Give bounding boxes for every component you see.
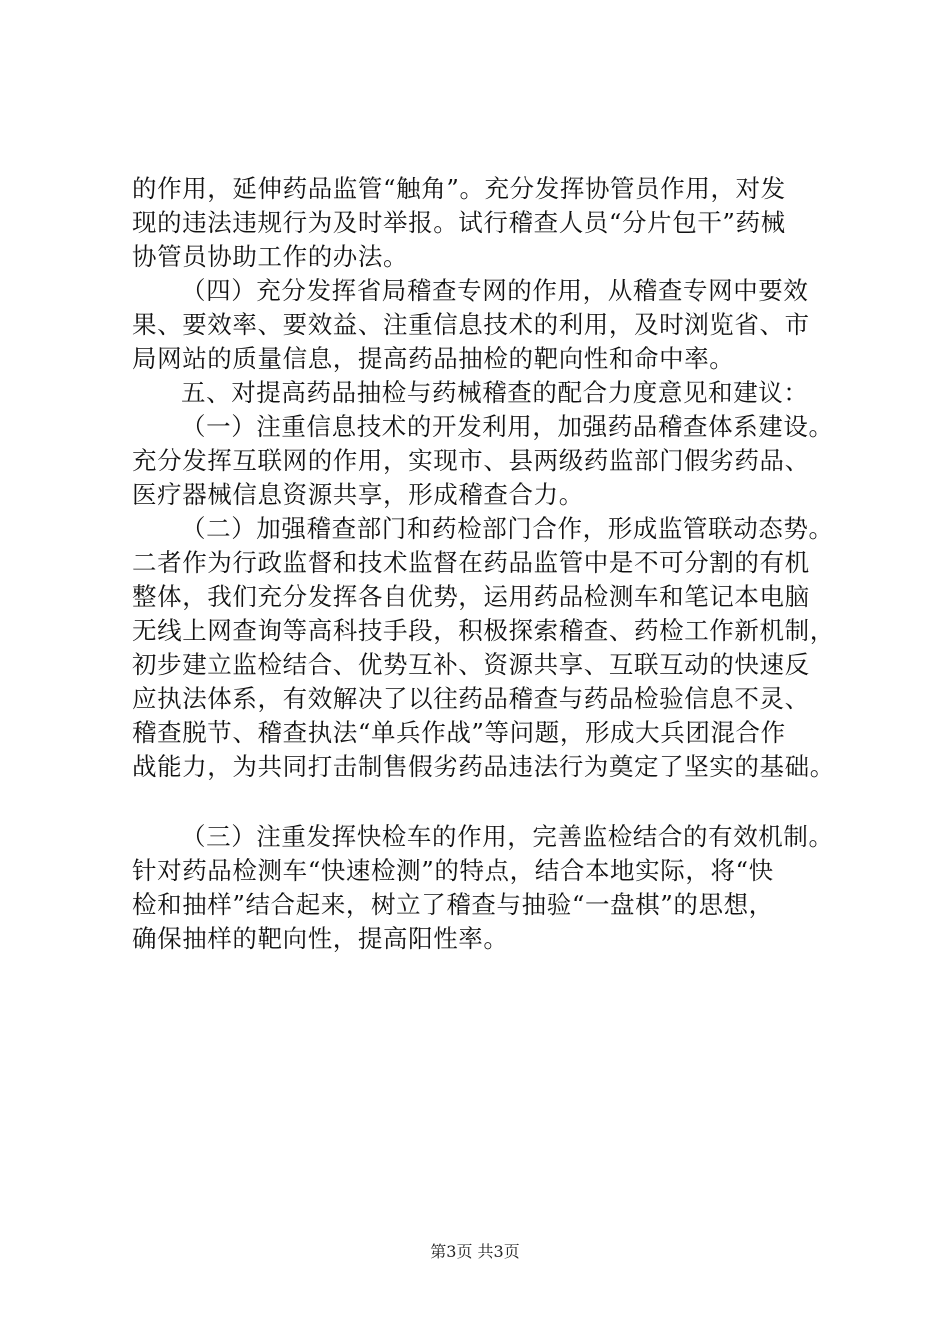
page-number-footer: 第3页 共3页 [430, 1242, 520, 1261]
text-line: 整体，我们充分发挥各自优势，运用药品检测车和笔记本电脑 [132, 582, 810, 611]
paragraph-start-line: （一）注重信息技术的开发利用，加强药品稽查体系建设。 [181, 412, 834, 441]
text-line: 局网站的质量信息，提高药品抽检的靶向性和命中率。 [132, 344, 735, 373]
text-line: 充分发挥互联网的作用，实现市、县两级药监部门假劣药品、 [132, 446, 810, 475]
text-line: 医疗器械信息资源共享，形成稽查合力。 [132, 480, 584, 509]
paragraph-start-line: （四）充分发挥省局稽查专网的作用，从稽查专网中要效 [181, 276, 809, 305]
text-line: 初步建立监检结合、优势互补、资源共享、互联互动的快速反 [132, 650, 810, 679]
text-line: 无线上网查询等高科技手段，积极探索稽查、药检工作新机制， [132, 616, 835, 645]
text-line: 协管员协助工作的办法。 [132, 242, 409, 271]
text-line: 二者作为行政监督和技术监督在药品监管中是不可分割的有机 [132, 548, 810, 577]
text-line: 应执法体系，有效解决了以往药品稽查与药品检验信息不灵、 [132, 684, 810, 713]
section-heading: 五、对提高药品抽检与药械稽查的配合力度意见和建议： [181, 378, 809, 407]
text-line: 果、要效率、要效益、注重信息技术的利用，及时浏览省、市 [132, 310, 810, 339]
text-line: 确保抽样的靶向性，提高阳性率。 [132, 924, 509, 953]
paragraph-start-line: （三）注重发挥快检车的作用，完善监检结合的有效机制。 [181, 822, 834, 851]
text-line: 的作用，延伸药品监管“触角”。充分发挥协管员作用，对发 [132, 174, 786, 203]
text-line: 现的违法违规行为及时举报。试行稽查人员“分片包干”药械 [132, 208, 786, 237]
text-line: 战能力，为共同打击制售假劣药品违法行为奠定了坚实的基础。 [132, 752, 835, 781]
text-line: 稽查脱节、稽查执法“单兵作战”等问题，形成大兵团混合作 [132, 718, 786, 747]
paragraph-start-line: （二）加强稽查部门和药检部门合作，形成监管联动态势。 [181, 514, 834, 543]
text-line: 检和抽样”结合起来，树立了稽查与抽验“一盘棋”的思想， [132, 890, 774, 919]
text-line: 针对药品检测车“快速检测”的特点，结合本地实际，将“快 [132, 856, 774, 885]
